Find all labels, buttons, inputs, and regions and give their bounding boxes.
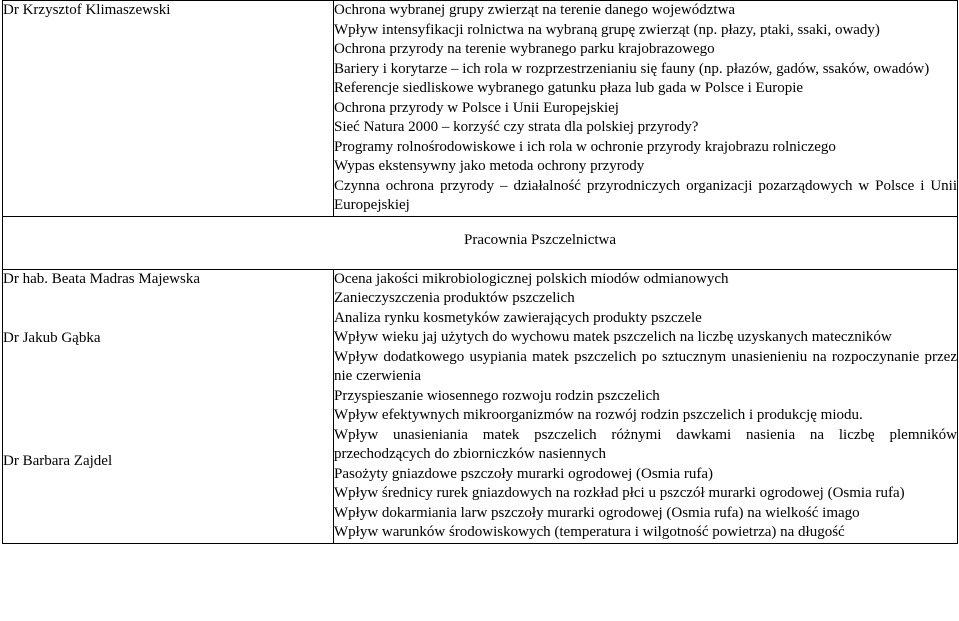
- topic-item: Ochrona przyrody w Polsce i Unii Europejskiej: [334, 99, 619, 116]
- section-row: [3, 216, 958, 269]
- topic-item: Zanieczyszczenia produktów pszczelich: [334, 290, 575, 306]
- topic-item: Ocena jakości mikrobiologicznej polskich miodów odmianowych: [334, 270, 729, 287]
- topic-item: Wpływ warunków środowiskowych (temperatura i wilgotność powietrza) na długość: [334, 524, 845, 540]
- topic-item: Wpływ intensyfikacji rolnictwa na wybraną grupę zwierząt (np. płazy, ptaki, ssaki, owady): [334, 21, 880, 38]
- thesis-topics-table: [2, 0, 958, 544]
- topic-item: Ochrona wybranej grupy zwierząt na terenie danego województwa: [334, 2, 736, 18]
- topic-item: Wpływ średnicy rurek gniazdowych na rozkład płci u pszczół murarki ogrodowej (Osmia rufa): [334, 485, 905, 501]
- topics-cell: [334, 269, 958, 543]
- topic-item: Analiza rynku kosmetyków zawierających produkty pszczele: [334, 309, 702, 326]
- topic-item: Wpływ dokarmiania larw pszczoły murarki ogrodowej (Osmia rufa) na wielkość imago: [334, 504, 860, 521]
- topic-item: Wpływ unasieniania matek pszczelich różnymi dawkami nasienia na liczbę plemników przechodzących do zbiorniczków nasiennych: [334, 426, 957, 462]
- topic-item: Referencje siedliskowe wybranego gatunku płaza lub gada w Polsce i Europie: [334, 80, 804, 96]
- table-row: [3, 269, 958, 543]
- section-header-cell: [3, 216, 958, 269]
- topic-item: Wypas ekstensywny jako metoda ochrony przyrody: [334, 158, 645, 174]
- section-title: Pracownia Pszczelnictwa: [463, 231, 617, 248]
- topic-item: Pasożyty gniazdowe pszczoły murarki ogrodowej (Osmia rufa): [334, 465, 714, 482]
- topic-item: Bariery i korytarze – ich rola w rozprzestrzenianiu się fauny (np. płazów, gadów, ssaków, owadów): [334, 60, 930, 77]
- topic-item: Sieć Natura 2000 – korzyść czy strata dla polskiej przyrody?: [334, 119, 699, 135]
- supervisor-name: Dr Krzysztof Klimaszewski: [3, 2, 171, 18]
- topic-item: Wpływ wieku jaj użytych do wychowu matek pszczelich na liczbę uzyskanych mateczników: [334, 329, 892, 345]
- table-row: [3, 1, 958, 217]
- supervisor-cell: [3, 269, 334, 543]
- supervisor-name: Dr hab. Beata Madras Majewska: [3, 270, 201, 287]
- topic-item: Czynna ochrona przyrody – działalność przyrodniczych organizacji pozarządowych w Polsce i Unii Europejskiej: [334, 177, 957, 213]
- topics-cell: [334, 1, 958, 217]
- supervisor-name: Dr Jakub Gąbka: [3, 330, 101, 346]
- topic-item: Ochrona przyrody na terenie wybranego parku krajobrazowego: [334, 41, 715, 57]
- topic-item: Wpływ efektywnych mikroorganizmów na rozwój rodzin pszczelich i produkcję miodu.: [334, 407, 863, 423]
- supervisor-cell: [3, 1, 334, 217]
- supervisor-name: Dr Barbara Zajdel: [3, 452, 113, 469]
- topic-item: Programy rolnośrodowiskowe i ich rola w ochronie przyrody krajobrazu rolniczego: [334, 138, 836, 155]
- topic-item: Przyspieszanie wiosennego rozwoju rodzin pszczelich: [334, 387, 660, 404]
- topic-item: Wpływ dodatkowego usypiania matek pszczelich po sztucznym unasienieniu na rozpoczynanie przez nie czerwienia: [334, 348, 957, 384]
